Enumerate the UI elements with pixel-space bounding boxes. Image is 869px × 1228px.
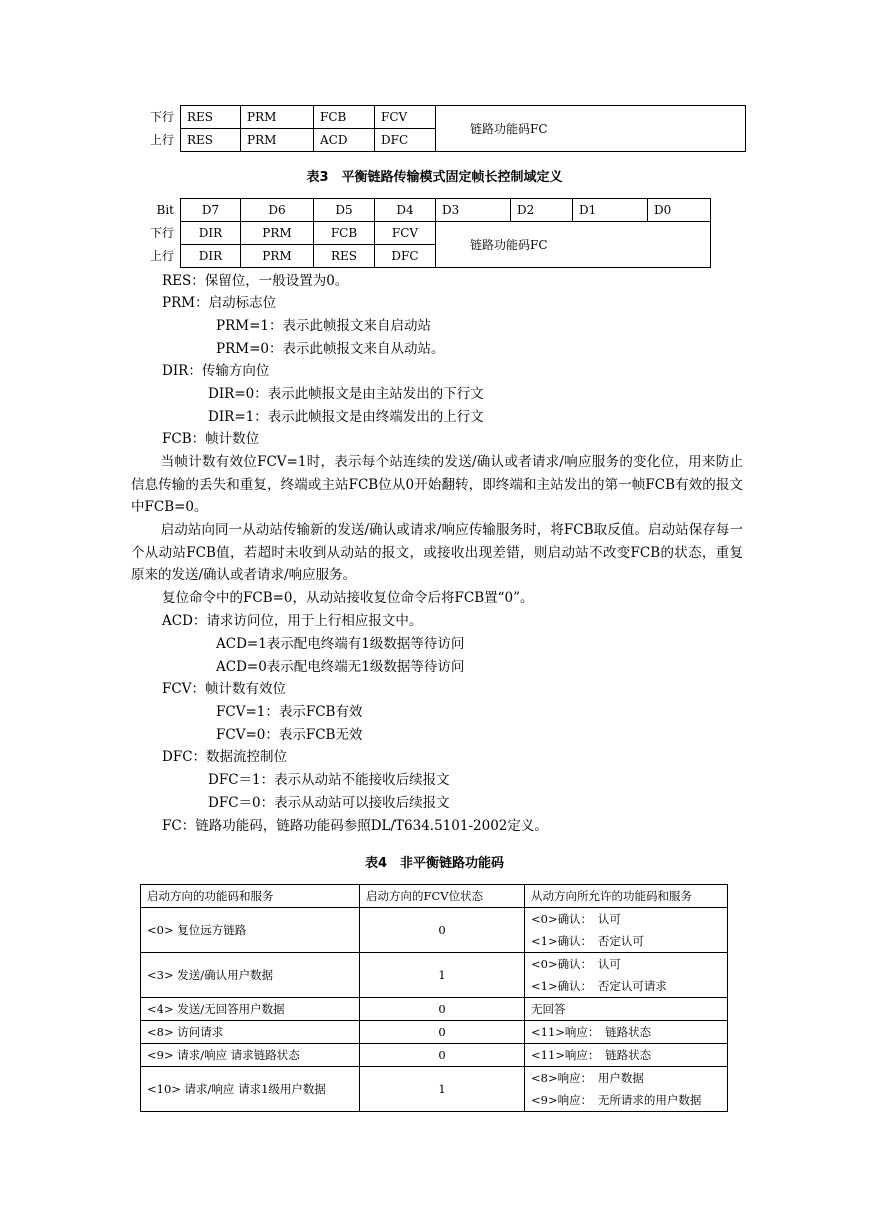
header-cell: 启动方向的功能码和服务: [141, 885, 360, 908]
response-cell: <11>响应： 链路状态: [525, 1021, 728, 1044]
table-cell: PRM: [241, 222, 314, 245]
header-cell: 从动方向所允许的功能码和服务: [525, 885, 728, 908]
table-top: [140, 105, 746, 152]
text-line: 复位命令中的FCB=0，从动站接收复位命令后将FCB置“0”。: [162, 590, 534, 606]
table-header-row: [141, 885, 728, 908]
response-cell: <0>确认： 认可: [525, 953, 728, 976]
header-cell: D7: [181, 199, 241, 222]
service-cell: <0> 复位远方链路: [141, 908, 360, 953]
fc-cell: 链路功能码FC: [436, 106, 746, 152]
fc-cell: 链路功能码FC: [436, 222, 711, 268]
response-cell: <1>确认： 否定认可请求: [525, 975, 728, 998]
header-cell: D4: [375, 199, 436, 222]
service-cell: <4> 发送/无回答用户数据: [141, 998, 360, 1021]
text-line: FC：链路功能码，链路功能码参照DL/T634.5101-2002定义。: [162, 818, 548, 834]
service-cell: <3> 发送/确认用户数据: [141, 953, 360, 998]
table-row: [141, 1021, 728, 1044]
header-cell: D5: [314, 199, 375, 222]
table-cell: DFC: [375, 129, 436, 152]
fcv-cell: 0: [360, 998, 525, 1021]
header-cell: 启动方向的FCV位状态: [360, 885, 525, 908]
fcv-cell: 0: [360, 908, 525, 953]
table-cell: DFC: [375, 245, 436, 268]
table-cell: FCV: [375, 106, 436, 129]
table-cell: PRM: [241, 245, 314, 268]
table-row: [140, 222, 711, 245]
table-row: [141, 953, 728, 976]
table-cell: DIR: [181, 222, 241, 245]
row-label: 上行: [149, 133, 174, 147]
table-cell: RES: [181, 106, 241, 129]
table-cell: RES: [314, 245, 375, 268]
response-cell: <0>确认： 认可: [525, 908, 728, 931]
response-cell: <8>响应： 用户数据: [525, 1067, 728, 1090]
text-line: FCV=1：表示FCB有效: [216, 704, 363, 720]
text-line: ACD=1表示配电终端有1级数据等待访问: [216, 636, 465, 652]
table-row: [140, 106, 746, 129]
table-cell: ACD: [314, 129, 375, 152]
response-cell: <9>响应： 无所请求的用户数据: [525, 1089, 728, 1112]
service-cell: <8> 访问请求: [141, 1021, 360, 1044]
table3: [140, 198, 711, 268]
response-cell: <11>响应： 链路状态: [525, 1044, 728, 1067]
text-line: DFC：数据流控制位: [162, 749, 288, 765]
fcv-cell: 0: [360, 1021, 525, 1044]
table-cell: DIR: [181, 245, 241, 268]
table-cell: FCB: [314, 106, 375, 129]
text-line: DFC＝1：表示从动站不能接收后续报文: [208, 772, 450, 788]
text-line: FCV=0：表示FCB无效: [216, 727, 363, 743]
text-line: PRM=0：表示此帧报文来自从动站。: [216, 341, 445, 357]
row-label: 上行: [149, 249, 174, 263]
text-line: PRM：启动标志位: [162, 295, 277, 311]
header-cell: Bit: [156, 203, 174, 217]
row-label: 下行: [149, 226, 174, 240]
table4: [140, 884, 728, 1112]
text-line: PRM=1：表示此帧报文来自启动站: [216, 318, 431, 334]
text-line: RES：保留位，一般设置为0。: [162, 273, 349, 289]
text-line: FCV：帧计数有效位: [162, 681, 286, 697]
text-line: FCB：帧计数位: [162, 431, 260, 447]
table-cell: PRM: [241, 106, 314, 129]
table3-caption: 表3 平衡链路传输模式固定帧长控制域定义: [306, 170, 563, 185]
table-row: [141, 1044, 728, 1067]
table-cell: RES: [181, 129, 241, 152]
fcv-cell: 1: [360, 1067, 525, 1112]
text-line: DIR=0：表示此帧报文是由主站发出的下行文: [208, 386, 484, 402]
table-row: [141, 908, 728, 931]
text-line: DIR：传输方向位: [162, 363, 270, 379]
text-line: ACD：请求访问位，用于上行相应报文中。: [162, 613, 423, 629]
paragraph: 当帧计数有效位FCV=1时，表示每个站连续的发送/确认或者请求/响应服务的变化位，用来防止信息传输的丢失和重复，终端或主站FCB位从0开始翻转，即终端和主站发出的第一帧FCB有效的报文中FCB=0。: [131, 454, 743, 515]
table-header-row: [140, 199, 711, 222]
fcv-cell: 0: [360, 1044, 525, 1067]
response-cell: 无回答: [525, 998, 728, 1021]
table-cell: PRM: [241, 129, 314, 152]
table-row: [141, 1067, 728, 1090]
fcv-cell: 1: [360, 953, 525, 998]
row-label: 下行: [149, 110, 174, 124]
text-line: DFC＝0：表示从动站可以接收后续报文: [208, 795, 450, 811]
header-cell: D2: [511, 199, 573, 222]
service-cell: <9> 请求/响应 请求链路状态: [141, 1044, 360, 1067]
paragraph: 启动站向同一从动站传输新的发送/确认或请求/响应传输服务时，将FCB取反值。启动站保存每一个从动站FCB值，若超时未收到从动站的报文，或接收出现差错，则启动站不改变FCB的状态，重复原来的发送/确认或者请求/响应服务。: [131, 522, 743, 583]
header-cell: D1: [573, 199, 648, 222]
header-cell: D3: [436, 199, 511, 222]
response-cell: <1>确认： 否定认可: [525, 930, 728, 953]
header-cell: D0: [648, 199, 711, 222]
header-cell: D6: [241, 199, 314, 222]
table-row: [141, 998, 728, 1021]
service-cell: <10> 请求/响应 请求1级用户数据: [141, 1067, 360, 1112]
text-line: DIR=1：表示此帧报文是由终端发出的上行文: [208, 409, 484, 425]
table-cell: FCB: [314, 222, 375, 245]
text-line: ACD=0表示配电终端无1级数据等待访问: [216, 659, 465, 675]
table4-caption: 表4 非平衡链路功能码: [364, 856, 505, 871]
table-cell: FCV: [375, 222, 436, 245]
